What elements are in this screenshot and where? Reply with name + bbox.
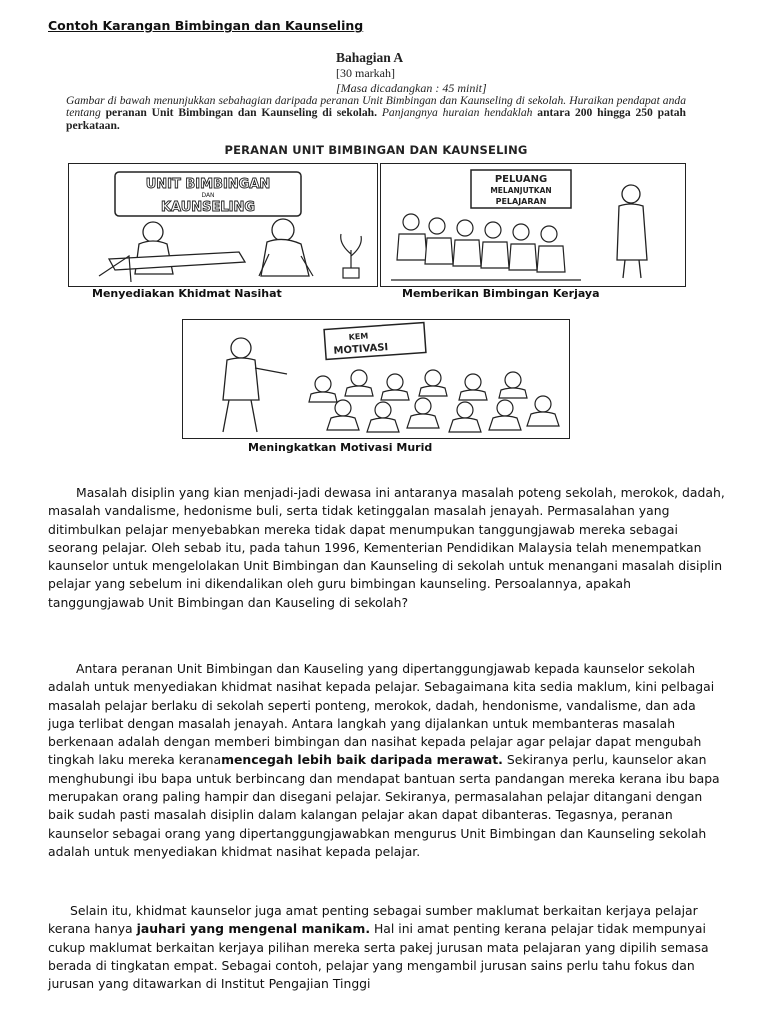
sign-line-1: PELUANG bbox=[494, 174, 548, 185]
sign-line-1: UNIT BIMBINGAN bbox=[145, 177, 271, 192]
essay-paragraph-2 bbox=[48, 660, 726, 861]
instruction-sentence-2d: antara 200 hingga 250 patah perkataan. bbox=[66, 106, 686, 132]
paragraph-3-proverb: jauhari yang mengenal manikam. bbox=[136, 921, 371, 937]
counsellor-head-icon bbox=[143, 222, 163, 242]
illustration-counselling bbox=[68, 163, 378, 287]
instruction-sentence-1: Gambar di bawah menunjukkan sebahagian daripada peranan Unit Bimbingan dan Kaunseling di sekolah. bbox=[66, 94, 567, 107]
instruction-sentence-2b: peranan Unit Bimbingan dan Kaunseling di sekolah. bbox=[105, 106, 378, 120]
career-drawing bbox=[381, 164, 685, 286]
caption-motivation: Meningkatkan Motivasi Murid bbox=[248, 441, 433, 454]
page-title: Contoh Karangan Bimbingan dan Kaunseling bbox=[48, 18, 364, 33]
caption-counselling: Menyediakan Khidmat Nasihat bbox=[92, 287, 282, 300]
paragraph-3-text-b: Hal ini amat penting kerana pelajar tidak mempunyai cukup maklumat berkaitan kerjaya pilihan mereka serta pakej jurusan mata pelajaran yang dipilih semasa berada di tingkatan empat. Sebagai contoh, pelajar yang mengambil jurusan sains perlu tahu fokus dan jurusan yang ditawarkan di Institut Pengajian Tinggi bbox=[48, 921, 709, 992]
speaker-head-icon bbox=[622, 185, 640, 203]
illustration-motivation bbox=[182, 319, 570, 439]
sign-line-1: KEM bbox=[348, 331, 369, 342]
sign-line-3: PELAJARAN bbox=[495, 197, 547, 206]
paragraph-2-text-b: Sekiranya perlu, kaunselor akan menghubungi ibu bapa untuk berbincang dan mendapat bantuan serta pandangan mereka kerana ibu bapa merupakan orang paling hampir dan disegani pelajar. Sekiranya, permasalahan pelajar ditangani dengan baik sudah pasti masalah disiplin dalam kalangan pelajar akan dapat dibanteras. Tegasnya, peranan kaunselor sebagai orang yang dipertanggungjawabkan mengurus Unit Bimbingan dan Kaunseling sekolah adalah untuk menyediakan khidmat nasihat kepada pelajar. bbox=[48, 752, 720, 859]
essay-paragraph-3 bbox=[48, 902, 726, 993]
illustration-career bbox=[380, 163, 686, 287]
facilitator-head-icon bbox=[231, 338, 251, 358]
audience-icon bbox=[391, 214, 581, 280]
paragraph-2-proverb: mencegah lebih baik daripada merawat. bbox=[221, 752, 503, 768]
paragraph-3-text-a: Selain itu, khidmat kaunselor juga amat penting sebagai sumber maklumat berkaitan kerjaya pelajar kerana hanya bbox=[48, 903, 698, 937]
paragraph-2-text-a: Antara peranan Unit Bimbingan dan Kauseling yang dipertanggungjawab kepada kaunselor sekolah adalah untuk menyediakan khidmat nasihat kepada pelajar. Sebagaimana kita sedia maklum, kini pelbagai masalah pelajar berlaku di sekolah seperti ponteng, merokok, dadah, hendonisme, vandalisme, dan ada juga terlibat dengan masalah jenayah. Antara langkah yang dijalankan untuk membanteras masalah berkenaan adalah dengan memberi bimbingan dan nasihat kepada pelajar agar pelajar dapat mengubah tingkah laku mereka kerana bbox=[48, 661, 715, 768]
paragraph-1-text: Masalah disiplin yang kian menjadi-jadi dewasa ini antaranya masalah poteng sekolah, merokok, dadah, masalah vandalisme, hedonisme buli, serta tidak ketinggalan masalah jenayah. Permasalahan yang ditimbulkan pelajar menyebabkan mereka tidak dapat menumpukan tanggungjawab mereka sebagai seorang pelajar. Oleh sebab itu, pada tahun 1996, Kementerian Pendidikan Malaysia telah menempatkan kaunselor untuk mengelolakan Unit Bimbingan dan Kaunseling di sekolah untuk menangani masalah disiplin pelajar yang sebelum ini dikendalikan oleh guru bimbingan kaunseling. Persoalannya, apakah tanggungjawab Unit Bimbingan dan Kauseling di sekolah? bbox=[48, 485, 725, 610]
sign-line-2: MELANJUTKAN bbox=[490, 186, 552, 195]
student-head-icon bbox=[272, 219, 294, 241]
exam-section: Bahagian A bbox=[336, 50, 404, 65]
exam-marks: [30 markah] bbox=[336, 66, 395, 80]
essay-paragraph-1 bbox=[48, 484, 726, 612]
sign-line-2: MOTIVASI bbox=[333, 342, 389, 357]
motivation-drawing bbox=[183, 320, 569, 438]
caption-career: Memberikan Bimbingan Kerjaya bbox=[402, 287, 600, 300]
facilitator-body-icon bbox=[223, 358, 259, 400]
exam-time: [Masa dicadangkan : 45 minit] bbox=[336, 81, 487, 95]
counselling-drawing bbox=[69, 164, 377, 286]
exam-instruction bbox=[66, 95, 686, 132]
sign-line-2: DAN bbox=[201, 192, 215, 199]
figure-heading: PERANAN UNIT BIMBINGAN DAN KAUNSELING bbox=[224, 143, 528, 157]
instruction-sentence-2c: Panjangnya huraian hendaklah bbox=[381, 106, 533, 120]
seated-students-icon bbox=[309, 370, 559, 432]
sign-line-3: KAUNSELING bbox=[160, 200, 256, 215]
speaker-body-icon bbox=[617, 204, 647, 260]
instruction-sentence-2a: Huraikan pendapat anda tentang bbox=[66, 94, 686, 120]
